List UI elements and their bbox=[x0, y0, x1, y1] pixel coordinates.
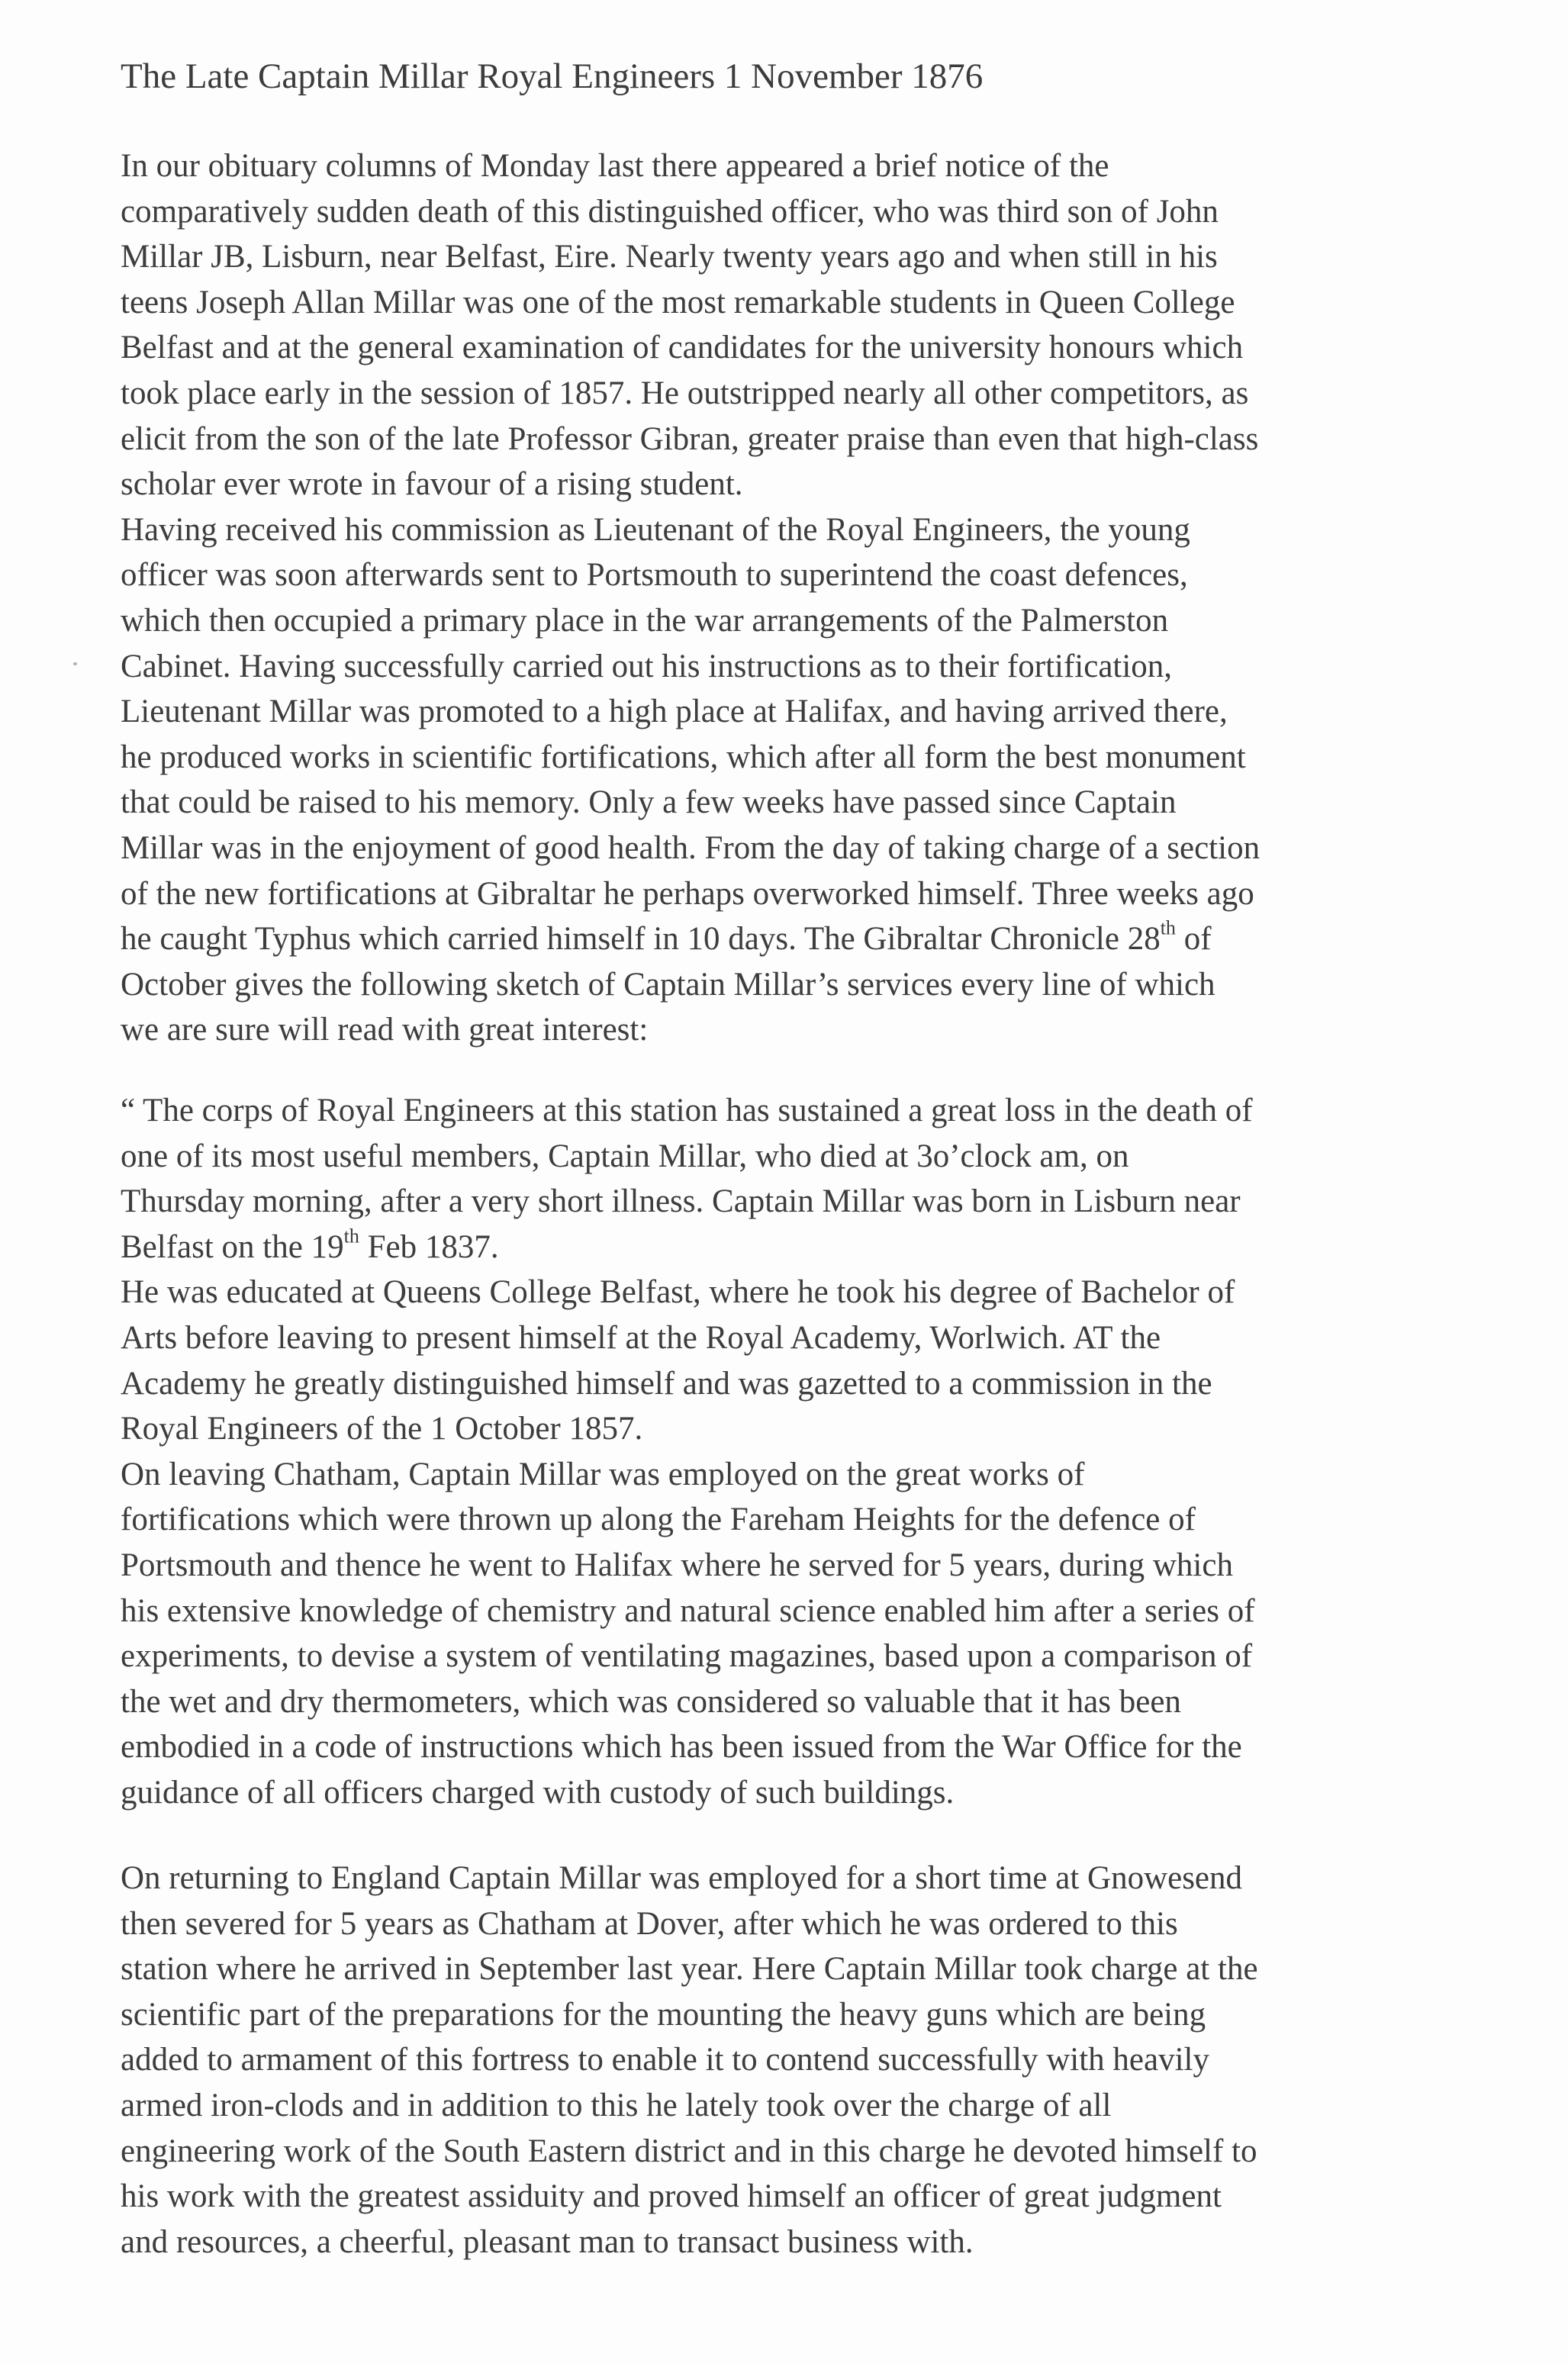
line-text: his extensive knowledge of chemistry and natural science enabled him after a series of bbox=[121, 1592, 1255, 1629]
line-text-continued: Feb 1837. bbox=[359, 1228, 499, 1265]
text-line bbox=[121, 1406, 1494, 1452]
line-text: added to armament of this fortress to enable it to contend successfully with heavily bbox=[121, 2042, 1209, 2078]
line-text: Belfast and at the general examination of candidates for the university honours which bbox=[121, 330, 1244, 366]
text-line bbox=[121, 462, 1494, 507]
line-text: On returning to England Captain Millar was employed for a short time at Gnowesend bbox=[121, 1860, 1243, 1896]
line-text: his work with the greatest assiduity and proved himself an officer of great judgment bbox=[121, 2178, 1222, 2215]
line-text: he caught Typhus which carried himself in 10 days. The Gibraltar Chronicle 28 bbox=[121, 921, 1161, 958]
text-line bbox=[121, 916, 1494, 962]
line-text: station where he arrived in September last year. Here Captain Millar took charge at the bbox=[121, 1951, 1258, 1988]
text-line bbox=[121, 2220, 1494, 2265]
text-line bbox=[121, 1179, 1494, 1225]
line-text: Academy he greatly distinguished himself and was gazetted to a commission in the bbox=[121, 1365, 1212, 1402]
text-line bbox=[121, 1946, 1494, 1992]
text-line bbox=[121, 189, 1494, 235]
line-text: Royal Engineers of the 1 October 1857. bbox=[121, 1411, 643, 1447]
line-text: Lieutenant Millar was promoted to a high place at Halifax, and having arrived there, bbox=[121, 694, 1228, 730]
line-text: Millar JB, Lisburn, near Belfast, Eire. Nearly twenty years ago and when still in his bbox=[121, 239, 1218, 275]
text-line bbox=[121, 2037, 1494, 2083]
text-line bbox=[121, 826, 1494, 871]
ordinal-suffix: th bbox=[343, 1225, 359, 1247]
line-text: Belfast on the 19 bbox=[121, 1228, 344, 1265]
line-text: that could be raised to his memory. Only a few weeks have passed since Captain bbox=[121, 784, 1177, 821]
text-line bbox=[121, 1134, 1494, 1180]
text-line bbox=[121, 507, 1494, 553]
line-text: scientific part of the preparations for the mounting the heavy guns which are being bbox=[121, 1996, 1206, 2033]
line-text: Portsmouth and thence he went to Halifax where he served for 5 years, during which bbox=[121, 1547, 1233, 1583]
text-line bbox=[121, 1901, 1494, 1947]
line-text: Cabinet. Having successfully carried out his instructions as to their fortification, bbox=[121, 648, 1173, 684]
text-line bbox=[121, 1361, 1494, 1407]
line-text: In our obituary columns of Monday last there appeared a brief notice of the bbox=[121, 148, 1109, 184]
line-text: Having received his commission as Lieutenant of the Royal Engineers, the young bbox=[121, 511, 1190, 548]
chronicle-quotation bbox=[121, 1088, 1494, 1816]
text-line bbox=[121, 780, 1494, 826]
text-line bbox=[121, 644, 1494, 690]
line-text: the wet and dry thermometers, which was considered so valuable that it has been bbox=[121, 1683, 1181, 1720]
text-line bbox=[121, 1270, 1494, 1315]
line-text: On leaving Chatham, Captain Millar was employed on the great works of bbox=[121, 1456, 1085, 1492]
line-text: and resources, a cheerful, pleasant man to transact business with. bbox=[121, 2223, 974, 2260]
text-line bbox=[121, 325, 1494, 371]
line-text: “ The corps of Royal Engineers at this station has sustained a great loss in the death of bbox=[121, 1093, 1253, 1128]
text-line bbox=[121, 371, 1494, 417]
line-text: of the new fortifications at Gibraltar he perhaps overworked himself. Three weeks ago bbox=[121, 875, 1254, 912]
text-line bbox=[121, 2083, 1494, 2129]
line-text: he produced works in scientific fortifications, which after all form the best monument bbox=[121, 739, 1246, 775]
text-line bbox=[121, 1992, 1494, 2038]
line-text: He was educated at Queens College Belfast, where he took his degree of Bachelor of bbox=[121, 1274, 1235, 1311]
text-line bbox=[121, 1088, 1494, 1134]
line-text: guidance of all officers charged with custody of such buildings. bbox=[121, 1774, 955, 1811]
ordinal-suffix: th bbox=[1160, 916, 1176, 939]
line-text: took place early in the session of 1857. He outstripped nearly all other competitors, as bbox=[121, 375, 1249, 411]
line-text: we are sure will read with great interest: bbox=[121, 1012, 649, 1048]
line-text: teens Joseph Allan Millar was one of the most remarkable students in Queen College bbox=[121, 284, 1235, 320]
text-line bbox=[121, 1634, 1494, 1679]
line-text: fortifications which were thrown up along the Fareham Heights for the defence of bbox=[121, 1502, 1196, 1538]
line-text-continued: of bbox=[1175, 921, 1212, 958]
text-line bbox=[121, 143, 1494, 189]
line-text: one of its most useful members, Captain Millar, who died at 3o’clock am, on bbox=[121, 1138, 1129, 1174]
text-line bbox=[121, 689, 1494, 735]
text-line bbox=[121, 871, 1494, 917]
text-line bbox=[121, 1679, 1494, 1725]
text-line bbox=[121, 280, 1494, 326]
line-text: which then occupied a primary place in the war arrangements of the Palmerston bbox=[121, 602, 1169, 639]
text-line bbox=[121, 2129, 1494, 2175]
text-line bbox=[121, 1315, 1494, 1361]
line-text: experiments, to devise a system of ventilating magazines, based upon a comparison of bbox=[121, 1638, 1253, 1675]
text-line bbox=[121, 1225, 1494, 1270]
closing-paragraph bbox=[121, 1856, 1494, 2265]
obituary-introduction bbox=[121, 143, 1494, 1053]
text-line bbox=[121, 234, 1494, 280]
text-line bbox=[121, 1497, 1494, 1543]
line-text: elicit from the son of the late Professor Gibran, greater praise than even that high-class bbox=[121, 420, 1259, 457]
text-line bbox=[121, 1452, 1494, 1498]
margin-mark bbox=[73, 662, 77, 665]
line-text: October gives the following sketch of Captain Millar’s services every line of which bbox=[121, 966, 1215, 1003]
text-line bbox=[121, 1724, 1494, 1770]
text-line bbox=[121, 1770, 1494, 1816]
line-text: armed iron-clods and in addition to this he lately took over the charge of all bbox=[121, 2087, 1112, 2123]
document-title: The Late Captain Millar Royal Engineers 1 November 1876 bbox=[121, 56, 984, 96]
text-line bbox=[121, 735, 1494, 781]
text-line bbox=[121, 1589, 1494, 1634]
text-line bbox=[121, 598, 1494, 644]
line-text: Arts before leaving to present himself at the Royal Academy, Worlwich. AT the bbox=[121, 1319, 1161, 1356]
line-text: comparatively sudden death of this distinguished officer, who was third son of John bbox=[121, 193, 1219, 230]
text-line bbox=[121, 1007, 1494, 1053]
line-text: then severed for 5 years as Chatham at Dover, after which he was ordered to this bbox=[121, 1905, 1178, 1942]
line-text: Millar was in the enjoyment of good health. From the day of taking charge of a section bbox=[121, 829, 1261, 866]
line-text: Thursday morning, after a very short illness. Captain Millar was born in Lisburn near bbox=[121, 1183, 1241, 1220]
text-line bbox=[121, 417, 1494, 462]
line-text: scholar ever wrote in favour of a rising student. bbox=[121, 466, 743, 503]
text-line bbox=[121, 1543, 1494, 1589]
line-text: engineering work of the South Eastern district and in this charge he devoted himself to bbox=[121, 2133, 1257, 2169]
line-text: embodied in a code of instructions which has been issued from the War Office for the bbox=[121, 1729, 1242, 1766]
text-line bbox=[121, 1856, 1494, 1901]
text-line bbox=[121, 2174, 1494, 2220]
text-line bbox=[121, 962, 1494, 1008]
text-line bbox=[121, 552, 1494, 598]
line-text: officer was soon afterwards sent to Portsmouth to superintend the coast defences, bbox=[121, 557, 1188, 594]
